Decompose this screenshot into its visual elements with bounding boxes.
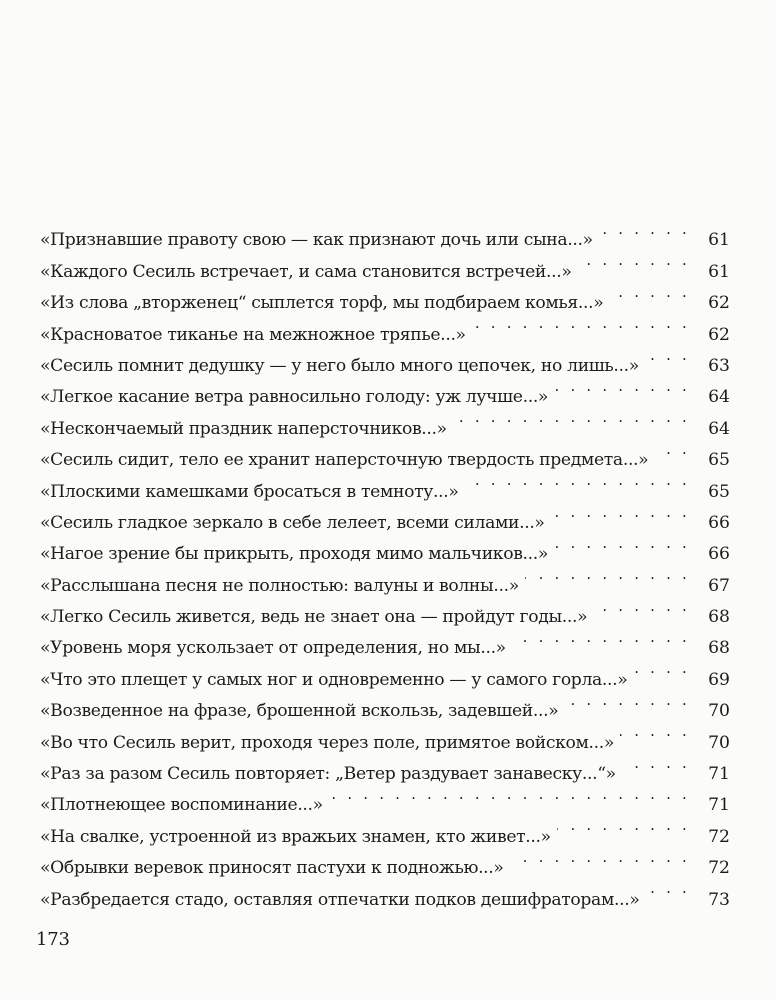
table-of-contents bbox=[40, 214, 730, 910]
toc-entry-title: «Нагое зрение бы прикрыть, проходя мимо мальчиков...» bbox=[40, 544, 549, 565]
toc-entry-page: 61 bbox=[708, 261, 730, 282]
dot-leader bbox=[645, 340, 690, 371]
toc-entry-title: «Признавшие правоту свою — как признают дочь или сына...» bbox=[40, 230, 593, 251]
dot-leader bbox=[465, 465, 690, 496]
toc-entry-page: 70 bbox=[708, 732, 730, 753]
toc-entry-page: 66 bbox=[708, 544, 730, 565]
dot-leader bbox=[525, 559, 690, 590]
dot-leader bbox=[620, 716, 690, 747]
dot-leader bbox=[645, 873, 690, 904]
toc-entry-page: 63 bbox=[708, 355, 730, 376]
toc-entry-page: 65 bbox=[708, 481, 730, 502]
dot-leader bbox=[329, 779, 690, 810]
toc-entry-page: 71 bbox=[708, 795, 730, 816]
toc-entry-title: «Красноватое тиканье на межножное тряпье...» bbox=[40, 324, 466, 345]
toc-entry-page: 66 bbox=[708, 512, 730, 533]
toc-entry-title: «Плотнеющее воспоминание...» bbox=[40, 795, 323, 816]
toc-entry-page: 70 bbox=[708, 701, 730, 722]
toc-entry-title: «Разбредается стадо, оставляя отпечатки подков дешифраторам...» bbox=[40, 889, 640, 910]
toc-entry-page: 62 bbox=[708, 293, 730, 314]
toc-entry-page: 72 bbox=[708, 858, 730, 879]
toc-entry-page: 65 bbox=[708, 450, 730, 471]
toc-entry-title: «Раз за разом Сесиль повторяет: „Ветер раздувает занавеску...“» bbox=[40, 764, 616, 785]
dot-leader bbox=[512, 622, 690, 653]
dot-leader bbox=[622, 748, 690, 779]
toc-entry-title: «Возведенное на фразе, брошенной вскользь, задевшей...» bbox=[40, 701, 559, 722]
dot-leader bbox=[564, 685, 690, 716]
dot-leader bbox=[593, 591, 690, 622]
toc-entry-page: 64 bbox=[708, 418, 730, 439]
dot-leader bbox=[472, 308, 690, 339]
dot-leader bbox=[554, 528, 690, 559]
toc-entry-title: «Плоскими камешками бросаться в темноту...» bbox=[40, 481, 459, 502]
toc-entry-page: 67 bbox=[708, 575, 730, 596]
page-number: 173 bbox=[36, 929, 70, 950]
toc-entry-title: «Расслышана песня не полностью: валуны и волны...» bbox=[40, 575, 519, 596]
toc-entry-title: «Во что Сесиль верит, проходя через поле, примятое войском...» bbox=[40, 732, 615, 753]
toc-entry-title: «Обрывки веревок приносят пастухи к подножью...» bbox=[40, 858, 504, 879]
toc-entry-title: «Сесиль гладкое зеркало в себе лелеет, всеми силами...» bbox=[40, 512, 545, 533]
dot-leader bbox=[557, 810, 690, 841]
toc-entry-page: 68 bbox=[708, 607, 730, 628]
toc-entry-page: 68 bbox=[708, 638, 730, 659]
toc-entry-page: 69 bbox=[708, 669, 730, 690]
toc-entry-title: «Уровень моря ускользает от определения, но мы...» bbox=[40, 638, 506, 659]
dot-leader bbox=[609, 277, 690, 308]
toc-entry-page: 72 bbox=[708, 826, 730, 847]
toc-entry bbox=[40, 214, 730, 251]
toc-entry-title: «На свалке, устроенной из вражьих знамен, кто живет...» bbox=[40, 826, 551, 847]
toc-entry-page: 62 bbox=[708, 324, 730, 345]
toc-entry-title: «Сесиль помнит дедушку — у него было много цепочек, но лишь...» bbox=[40, 355, 639, 376]
toc-entry-page: 71 bbox=[708, 764, 730, 785]
toc-entry-page: 73 bbox=[708, 889, 730, 910]
toc-entry-title: «Каждого Сесиль встречает, и сама становится встречей...» bbox=[40, 261, 572, 282]
toc-entry-page: 61 bbox=[708, 230, 730, 251]
dot-leader bbox=[599, 214, 690, 245]
dot-leader bbox=[453, 402, 690, 433]
dot-leader bbox=[551, 497, 690, 528]
dot-leader bbox=[554, 371, 690, 402]
toc-entry-title: «Из слова „вторженец“ сыплется торф, мы подбираем комья...» bbox=[40, 293, 604, 314]
toc-entry-title: «Сесиль сидит, тело ее хранит наперсточную твердость предмета...» bbox=[40, 450, 649, 471]
dot-leader bbox=[578, 245, 690, 276]
toc-entry-title: «Что это плещет у самых ног и одновременно — у самого горла...» bbox=[40, 669, 628, 690]
toc-entry-title: «Легко Сесиль живется, ведь не знает она — пройдут годы...» bbox=[40, 607, 588, 628]
toc-entry-title: «Легкое касание ветра равносильно голоду: уж лучше...» bbox=[40, 387, 549, 408]
toc-entry-page: 64 bbox=[708, 387, 730, 408]
dot-leader bbox=[510, 842, 690, 873]
toc-entry-title: «Нескончаемый праздник наперсточников...» bbox=[40, 418, 447, 439]
dot-leader bbox=[654, 434, 690, 465]
dot-leader bbox=[633, 653, 690, 684]
